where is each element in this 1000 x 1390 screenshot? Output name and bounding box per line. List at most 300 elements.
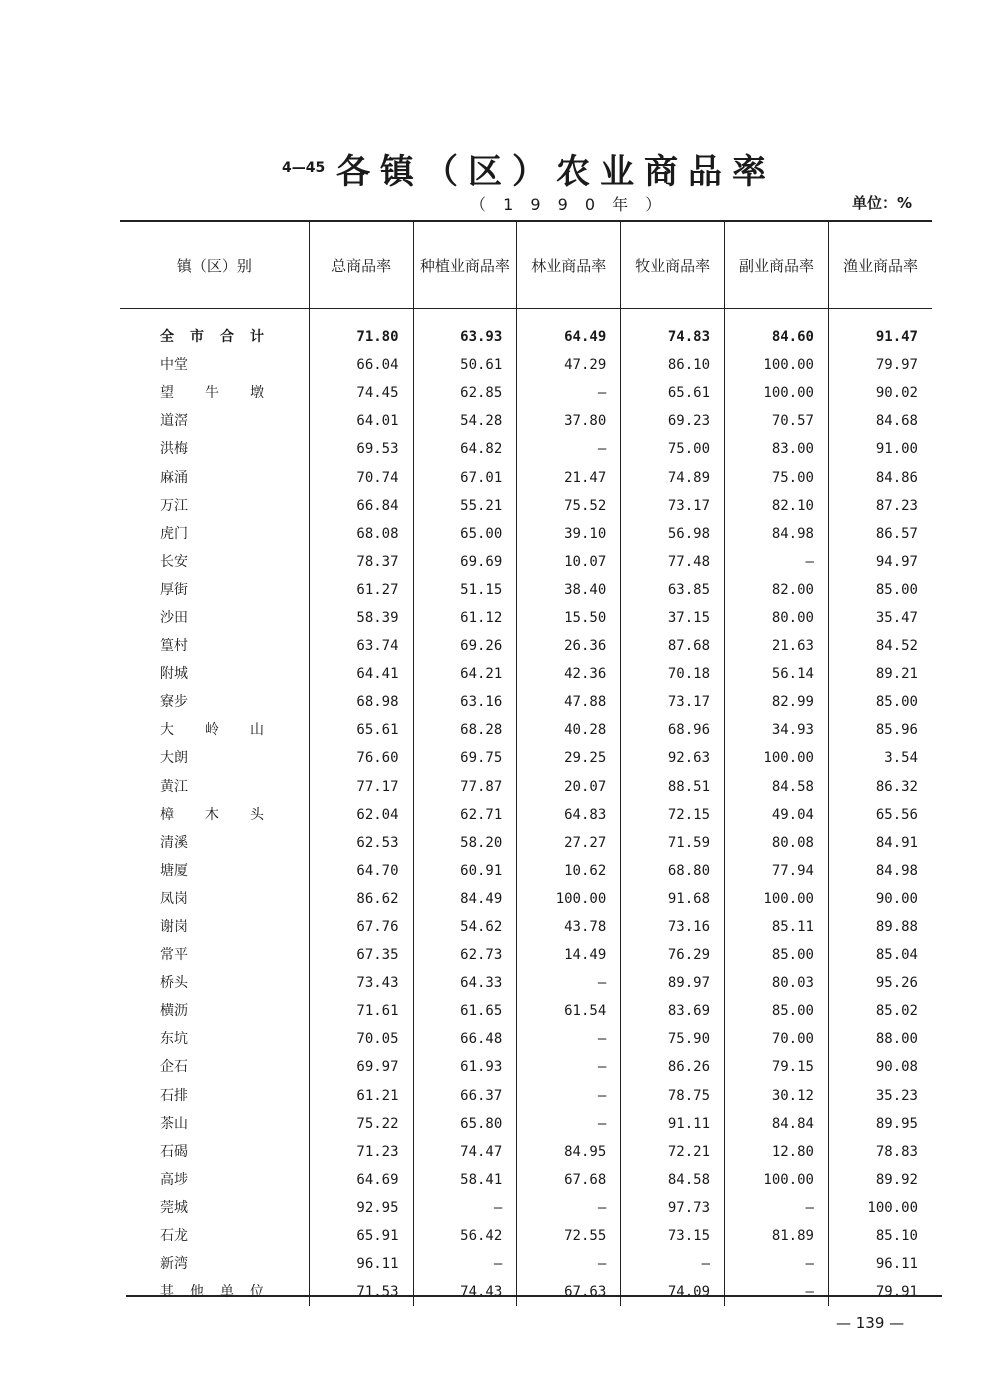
town-name-char: 石 [160, 1228, 174, 1245]
rate-cell: 54.62 [413, 913, 517, 941]
rate-cell: 79.97 [828, 351, 932, 379]
table-row [120, 1138, 932, 1166]
town-name-cell [120, 379, 309, 407]
town-name-char: 排 [174, 1087, 188, 1104]
town-name [160, 520, 309, 548]
rate-cell: 65.91 [309, 1222, 413, 1250]
rate-cell: 54.28 [413, 407, 517, 435]
rate-cell: 86.10 [621, 351, 725, 379]
rate-cell: 29.25 [517, 744, 621, 772]
town-name-cell [120, 688, 309, 716]
rate-cell: 64.21 [413, 660, 517, 688]
rate-cell: 91.68 [621, 885, 725, 913]
town-name [160, 435, 309, 463]
town-name-cell [120, 941, 309, 969]
table-row [120, 1166, 932, 1194]
rate-cell: 86.26 [621, 1053, 725, 1081]
rate-cell: 66.84 [309, 492, 413, 520]
rate-cell: 47.29 [517, 351, 621, 379]
table-row [120, 604, 932, 632]
town-name [160, 801, 264, 829]
rate-cell: 89.21 [828, 660, 932, 688]
rate-cell: 69.26 [413, 632, 517, 660]
column-header: 林业商品率 [517, 221, 621, 309]
table-row [120, 1278, 932, 1306]
column-header: 总商品率 [309, 221, 413, 309]
town-name-cell [120, 576, 309, 604]
town-name [160, 548, 309, 576]
table-row [120, 407, 932, 435]
rate-cell: 69.69 [413, 548, 517, 576]
town-name [160, 351, 309, 379]
rate-cell: 84.95 [517, 1138, 621, 1166]
town-name [160, 744, 309, 772]
town-name-char: 塘 [160, 862, 174, 879]
rate-cell: 84.52 [828, 632, 932, 660]
town-name [160, 1025, 309, 1053]
page-title: 各镇（区）农业商品率 [336, 152, 776, 192]
town-name-char: 厦 [174, 862, 188, 879]
town-name [160, 1053, 309, 1081]
rate-cell: 50.61 [413, 351, 517, 379]
rate-cell: 27.27 [517, 829, 621, 857]
town-name-cell [120, 463, 309, 491]
table-row [120, 1082, 932, 1110]
town-name-cell [120, 435, 309, 463]
rate-cell: 61.21 [309, 1082, 413, 1110]
town-name-cell [120, 351, 309, 379]
rate-cell: 75.22 [309, 1110, 413, 1138]
rate-cell: 60.91 [413, 857, 517, 885]
rate-cell: — [517, 379, 621, 407]
rate-cell: 91.00 [828, 435, 932, 463]
town-name-char: 山 [250, 722, 264, 739]
town-name-char: 溪 [174, 834, 188, 851]
rate-cell: 100.00 [725, 1166, 829, 1194]
rate-cell: 75.52 [517, 492, 621, 520]
town-name-char: 桥 [160, 975, 174, 992]
town-name-char: 常 [160, 947, 174, 964]
rate-cell: 62.71 [413, 801, 517, 829]
town-name [160, 407, 309, 435]
rate-cell: 20.07 [517, 773, 621, 801]
town-name-cell [120, 885, 309, 913]
column-header: 渔业商品率 [828, 221, 932, 309]
rate-cell: 49.04 [725, 801, 829, 829]
rate-cell: 75.90 [621, 1025, 725, 1053]
town-name-char: 长 [160, 553, 174, 570]
table-row [120, 309, 932, 352]
town-name [160, 464, 309, 492]
rate-cell: 100.00 [725, 351, 829, 379]
table-row [120, 548, 932, 576]
rate-cell: 56.42 [413, 1222, 517, 1250]
town-name-cell [120, 309, 309, 352]
table-row [120, 885, 932, 913]
town-name-cell [120, 1082, 309, 1110]
rate-cell: 61.27 [309, 576, 413, 604]
rate-cell: 63.16 [413, 688, 517, 716]
town-name-char: 谢 [160, 919, 174, 936]
rate-cell: 92.95 [309, 1194, 413, 1222]
table-row [120, 997, 932, 1025]
town-name-char: 城 [174, 666, 188, 683]
rate-cell: 63.85 [621, 576, 725, 604]
rate-cell: 61.12 [413, 604, 517, 632]
town-name [160, 323, 264, 351]
rate-cell: 47.88 [517, 688, 621, 716]
rate-cell: 77.94 [725, 857, 829, 885]
town-name-char: 门 [174, 525, 188, 542]
column-header: 牧业商品率 [621, 221, 725, 309]
town-name-cell [120, 1278, 309, 1306]
rate-cell: 12.80 [725, 1138, 829, 1166]
rate-cell: 51.15 [413, 576, 517, 604]
rate-cell: 58.20 [413, 829, 517, 857]
town-name-char: 墩 [250, 385, 264, 402]
table-row [120, 969, 932, 997]
rate-cell: 37.15 [621, 604, 725, 632]
rate-cell: 75.00 [725, 463, 829, 491]
town-name-char: 全 [160, 329, 174, 346]
rate-cell: 81.89 [725, 1222, 829, 1250]
rate-cell: 77.48 [621, 548, 725, 576]
rate-cell: 10.62 [517, 857, 621, 885]
rate-cell: 67.01 [413, 463, 517, 491]
table-row [120, 1025, 932, 1053]
town-name-char: 石 [174, 1059, 188, 1076]
rate-cell: 74.89 [621, 463, 725, 491]
town-name [160, 773, 309, 801]
rate-cell: 84.98 [828, 857, 932, 885]
rate-cell: 30.12 [725, 1082, 829, 1110]
rate-cell: 84.84 [725, 1110, 829, 1138]
table-body [120, 309, 932, 1307]
table-row [120, 716, 932, 744]
rate-cell: 62.85 [413, 379, 517, 407]
rate-cell: 21.63 [725, 632, 829, 660]
town-name-char: 岗 [174, 890, 188, 907]
table-row [120, 857, 932, 885]
rate-cell: 69.53 [309, 435, 413, 463]
rate-cell: 15.50 [517, 604, 621, 632]
town-name-char: 沥 [174, 1003, 188, 1020]
column-header: 镇（区）别 [120, 221, 309, 309]
rate-cell: 83.69 [621, 997, 725, 1025]
rate-cell: 73.15 [621, 1222, 725, 1250]
town-name-char: 江 [174, 778, 188, 795]
rate-cell: 86.32 [828, 773, 932, 801]
rate-cell: 89.88 [828, 913, 932, 941]
town-name-cell [120, 1166, 309, 1194]
rate-cell: 84.91 [828, 829, 932, 857]
town-name-char: 虎 [160, 525, 174, 542]
rate-cell: 72.15 [621, 801, 725, 829]
rate-cell: — [621, 1250, 725, 1278]
rate-cell: 34.93 [725, 716, 829, 744]
rate-cell: 76.29 [621, 941, 725, 969]
rate-cell: 58.41 [413, 1166, 517, 1194]
column-header: 副业商品率 [725, 221, 829, 309]
rate-cell: 84.68 [828, 407, 932, 435]
town-name-cell [120, 660, 309, 688]
town-name-char: 横 [160, 1003, 174, 1020]
town-name [160, 1082, 309, 1110]
table-row [120, 744, 932, 772]
rate-cell: 78.83 [828, 1138, 932, 1166]
table-row [120, 829, 932, 857]
town-name-char: 中 [160, 357, 174, 374]
town-name-cell [120, 969, 309, 997]
rate-cell: 91.11 [621, 1110, 725, 1138]
town-name-char: 道 [160, 413, 174, 430]
rate-cell: 69.23 [621, 407, 725, 435]
town-name-char: 麻 [160, 469, 174, 486]
rate-cell: 92.63 [621, 744, 725, 772]
rate-cell: 100.00 [725, 885, 829, 913]
table-row [120, 576, 932, 604]
town-name [160, 604, 309, 632]
town-name [160, 829, 309, 857]
town-name-char: 他 [190, 1284, 204, 1301]
rate-cell: 73.17 [621, 492, 725, 520]
table-row [120, 1222, 932, 1250]
rate-cell: — [517, 1194, 621, 1222]
town-name-char: 头 [174, 975, 188, 992]
rate-cell: 94.97 [828, 548, 932, 576]
year-subtitle: （ 1 9 9 0 年 ） [470, 195, 668, 214]
town-name-char: 沙 [160, 609, 174, 626]
town-name-char: 木 [205, 806, 219, 823]
rate-cell: 80.03 [725, 969, 829, 997]
rate-cell: 84.58 [725, 773, 829, 801]
rate-cell: 83.00 [725, 435, 829, 463]
town-name-cell [120, 520, 309, 548]
town-name-char: 单 [220, 1284, 234, 1301]
rate-cell: 70.00 [725, 1025, 829, 1053]
rate-cell: 55.21 [413, 492, 517, 520]
town-name-cell [120, 716, 309, 744]
rate-cell: 70.05 [309, 1025, 413, 1053]
table-row [120, 688, 932, 716]
rate-cell: 89.95 [828, 1110, 932, 1138]
rate-cell: 43.78 [517, 913, 621, 941]
rate-cell: 85.02 [828, 997, 932, 1025]
rate-cell: 71.53 [309, 1278, 413, 1306]
town-name [160, 632, 309, 660]
rate-cell: 39.10 [517, 520, 621, 548]
table-row [120, 463, 932, 491]
table-row [120, 941, 932, 969]
town-name-char: 附 [160, 666, 174, 683]
rate-cell: 85.11 [725, 913, 829, 941]
table-header-row [120, 221, 932, 309]
rate-cell: 74.83 [621, 309, 725, 352]
rate-cell: 90.08 [828, 1053, 932, 1081]
rate-cell: 64.70 [309, 857, 413, 885]
rate-cell: 90.00 [828, 885, 932, 913]
town-name-char: 清 [160, 834, 174, 851]
town-name-char: 大 [160, 750, 174, 767]
rate-cell: 89.97 [621, 969, 725, 997]
town-name [160, 885, 309, 913]
rate-cell: 37.80 [517, 407, 621, 435]
town-name-cell [120, 548, 309, 576]
town-name-char: 合 [220, 329, 234, 346]
rate-cell: 84.49 [413, 885, 517, 913]
town-name-char: 街 [174, 581, 188, 598]
town-name-cell [120, 1194, 309, 1222]
rate-cell: 87.23 [828, 492, 932, 520]
rate-cell: 84.58 [621, 1166, 725, 1194]
rate-cell: — [517, 1082, 621, 1110]
commodity-rate-table [120, 220, 932, 1306]
town-name-cell [120, 407, 309, 435]
rate-cell: 74.45 [309, 379, 413, 407]
town-name-char: 寮 [160, 694, 174, 711]
rate-cell: 65.61 [309, 716, 413, 744]
town-name-cell [120, 1222, 309, 1250]
rate-cell: 63.74 [309, 632, 413, 660]
town-name-char: 篁 [160, 638, 174, 655]
town-name [160, 492, 309, 520]
town-name-cell [120, 1138, 309, 1166]
rate-cell: 14.49 [517, 941, 621, 969]
town-name-char: 村 [174, 638, 188, 655]
town-name [160, 997, 309, 1025]
rate-cell: 86.62 [309, 885, 413, 913]
town-name-char: 樟 [160, 806, 174, 823]
rate-cell: 67.63 [517, 1278, 621, 1306]
town-name-cell [120, 773, 309, 801]
rate-cell: 67.35 [309, 941, 413, 969]
town-name-char: 岗 [174, 919, 188, 936]
town-name-char: 堂 [174, 357, 188, 374]
rate-cell: 100.00 [828, 1194, 932, 1222]
rate-cell: 84.98 [725, 520, 829, 548]
rate-cell: 65.80 [413, 1110, 517, 1138]
town-name-char: 石 [160, 1087, 174, 1104]
table-row [120, 773, 932, 801]
rate-cell: 69.75 [413, 744, 517, 772]
rate-cell: 79.91 [828, 1278, 932, 1306]
town-name-char: 黄 [160, 778, 174, 795]
town-name-char: 湾 [174, 1256, 188, 1273]
rate-cell: 84.86 [828, 463, 932, 491]
rate-cell: 64.82 [413, 435, 517, 463]
table-number: 4—45 [282, 160, 326, 176]
town-name-char: 洪 [160, 441, 174, 458]
town-name [160, 688, 309, 716]
rate-cell: 61.65 [413, 997, 517, 1025]
rate-cell: 65.00 [413, 520, 517, 548]
town-name [160, 1278, 264, 1306]
town-name-char: 莞 [160, 1199, 174, 1216]
rate-cell: 64.69 [309, 1166, 413, 1194]
town-name [160, 969, 309, 997]
town-name-char: 坑 [174, 1031, 188, 1048]
rate-cell: 87.68 [621, 632, 725, 660]
town-name [160, 1222, 309, 1250]
rate-cell: 35.23 [828, 1082, 932, 1110]
town-name-char: 步 [174, 694, 188, 711]
rate-cell: 74.47 [413, 1138, 517, 1166]
town-name-char: 梅 [174, 441, 188, 458]
rate-cell: 71.23 [309, 1138, 413, 1166]
rate-cell: 40.28 [517, 716, 621, 744]
town-name [160, 576, 309, 604]
town-name-cell [120, 829, 309, 857]
rate-cell: 68.28 [413, 716, 517, 744]
rate-cell: 74.43 [413, 1278, 517, 1306]
rate-cell: 64.83 [517, 801, 621, 829]
town-name-char: 凤 [160, 890, 174, 907]
rate-cell: 42.36 [517, 660, 621, 688]
rate-cell: 56.14 [725, 660, 829, 688]
table-row [120, 435, 932, 463]
town-name-char: 石 [160, 1143, 174, 1160]
rate-cell: 21.47 [517, 463, 621, 491]
page-number: — 139 — [836, 1314, 905, 1332]
rate-cell: 68.08 [309, 520, 413, 548]
rate-cell: 82.10 [725, 492, 829, 520]
town-name-char: 龙 [174, 1228, 188, 1245]
rate-cell: 72.21 [621, 1138, 725, 1166]
rate-cell: 86.57 [828, 520, 932, 548]
table-row [120, 632, 932, 660]
rate-cell: 68.98 [309, 688, 413, 716]
town-name-char: 万 [160, 497, 174, 514]
town-name-char: 望 [160, 385, 174, 402]
rate-cell: 77.17 [309, 773, 413, 801]
town-name-cell [120, 913, 309, 941]
rate-cell: 70.18 [621, 660, 725, 688]
table-row [120, 492, 932, 520]
rate-cell: 95.26 [828, 969, 932, 997]
rate-cell: 3.54 [828, 744, 932, 772]
town-name-char: 市 [190, 329, 204, 346]
rate-cell: 78.37 [309, 548, 413, 576]
rate-cell: 85.00 [725, 997, 829, 1025]
rate-cell: 77.87 [413, 773, 517, 801]
rate-cell: 67.76 [309, 913, 413, 941]
rate-cell: 72.55 [517, 1222, 621, 1250]
rate-cell: 80.08 [725, 829, 829, 857]
rate-cell: 64.41 [309, 660, 413, 688]
town-name-cell [120, 801, 309, 829]
town-name-cell [120, 632, 309, 660]
town-name-char: 城 [174, 1199, 188, 1216]
rate-cell: — [725, 1278, 829, 1306]
bottom-rule [126, 1295, 942, 1297]
town-name [160, 1166, 309, 1194]
town-name-char: 山 [174, 1115, 188, 1132]
table-row [120, 801, 932, 829]
rate-cell: 66.04 [309, 351, 413, 379]
table-row [120, 351, 932, 379]
rate-cell: 80.00 [725, 604, 829, 632]
rate-cell: 66.37 [413, 1082, 517, 1110]
town-name-char: 朗 [174, 750, 188, 767]
rate-cell: 89.92 [828, 1166, 932, 1194]
rate-cell: — [517, 435, 621, 463]
town-name-char: 新 [160, 1256, 174, 1273]
town-name-cell [120, 1053, 309, 1081]
rate-cell: 68.80 [621, 857, 725, 885]
rate-cell: 58.39 [309, 604, 413, 632]
town-name-char: 田 [174, 609, 188, 626]
town-name-char: 企 [160, 1059, 174, 1076]
